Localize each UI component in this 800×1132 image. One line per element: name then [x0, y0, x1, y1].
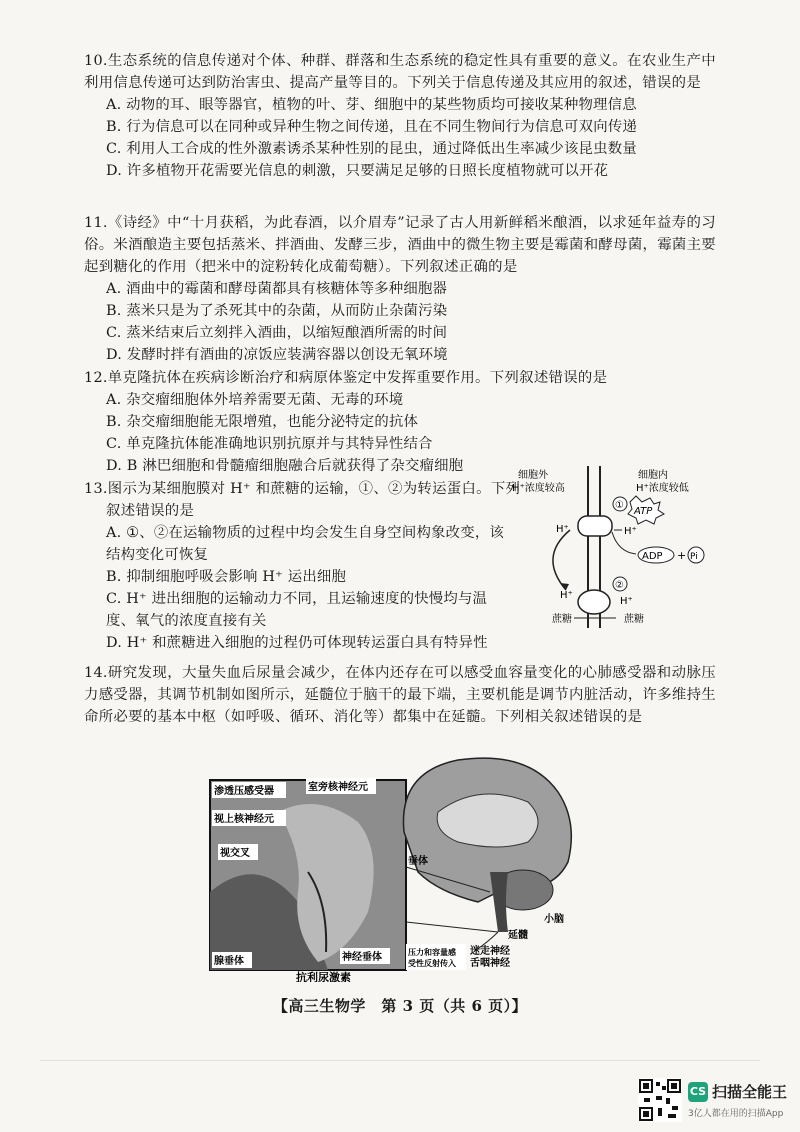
h-cycle-arrow [553, 530, 570, 590]
protein-1-shape [578, 516, 612, 536]
paraventricular-label: 室旁核神经元 [308, 782, 368, 793]
osmoreceptor-label: 渗透压感受器 [214, 786, 274, 797]
option-b: B. 蒸米只是为了杀死其中的杂菌，从而防止杂菌污染 [106, 303, 448, 319]
option-c: C. 单克隆抗体能准确地识别抗原并与其特异性结合 [106, 436, 433, 452]
plus-label: + [677, 549, 687, 562]
protein-1-label: ① [615, 500, 624, 511]
neurohypophysis-label: 神经垂体 [342, 952, 382, 963]
page-footer: 【高三生物学 第 3 页（共 6 页）】 [272, 997, 528, 1015]
adh-label: 抗利尿激素 [296, 971, 351, 982]
option-c: C. H⁺ 进出细胞的运输动力不同，且运输速度的快慢均与温 [106, 591, 488, 607]
h-plus-inside-label: H⁺ [624, 526, 637, 537]
option-d: D. H⁺ 和蔗糖进入细胞的过程仍可体现转运蛋白具有特异性 [106, 635, 488, 651]
supraoptic-label: 视上核神经元 [214, 814, 274, 825]
h-plus-outside-label: H⁺ [556, 524, 569, 535]
vagus-label: 迷走神经 [470, 946, 510, 957]
protein-2-label: ② [615, 580, 624, 591]
question-13 [84, 478, 524, 654]
scanner-tagline: 3亿人都在用的扫描App [688, 1109, 784, 1119]
option-a: A. 杂交瘤细胞体外培养需要无菌、无毒的环境 [106, 392, 404, 408]
question-stem: 14.研究发现，大量失血后尿量会减少，在体内还存在可以感受血容量变化的心肺感受器和动脉压力感受器，其调节机制如图所示，延髓位于脑干的最下端，主要机能是调节内脏活动，许多维持生命所必要的基本中枢（如呼吸、循环、消化等）都集中在延髓。下列相关叙述错误的是 [84, 665, 716, 725]
pi-label: Pi [690, 552, 698, 562]
option-c: C. 利用人工合成的性外激素诱杀某种性别的昆虫，通过降低出生率减少该昆虫数量 [106, 141, 637, 157]
question-stem: 11.《诗经》中“十月获稻，为此春酒，以介眉寿”记录了古人用新鲜稻米酿酒，以求延年益寿的习俗。米酒酿造主要包括蒸米、拌酒曲、发酵三步，酒曲中的微生物主要是霉菌和酵母菌，霉菌主要起到糖化的作用（把米中的淀粉转化成葡萄糖）。下列叙述正确的是 [84, 215, 716, 275]
cs-logo-icon: CS [688, 1082, 708, 1102]
membrane-transport-figure [508, 462, 728, 632]
link-medulla [406, 922, 498, 932]
divider [40, 1060, 760, 1061]
medulla-label: 延髓 [508, 930, 528, 941]
pressure-label-2: 受性反射传入 [408, 959, 456, 968]
question-14 [84, 662, 716, 728]
question-10 [84, 50, 716, 182]
question-stem: 10.生态系统的信息传递对个体、种群、群落和生态系统的稳定性具有重要的意义。在农业生产中利用信息传递可达到防治害虫、提高产量等目的。下列关于信息传递及其应用的叙述，错误的是 [84, 53, 716, 91]
adenohypophysis-label: 腺垂体 [214, 956, 244, 967]
qr-code-icon [638, 1078, 682, 1122]
brain-regulation-figure [208, 752, 576, 982]
pituitary-label: 垂体 [408, 856, 428, 867]
sucrose-out-label: 蔗糖 [552, 614, 572, 625]
protein-2-shape [578, 590, 610, 614]
option-b: B. 杂交瘤细胞能无限增殖，也能分泌特定的抗体 [106, 414, 419, 430]
brainstem-shape [490, 872, 508, 932]
option-a: A. ①、②在运输物质的过程中均会发生自身空间构象改变，该 [106, 525, 505, 541]
option-d: D. B 淋巴细胞和骨髓瘤细胞融合后就获得了杂交瘤细胞 [106, 458, 464, 474]
question-stem-line2: 叙述错误的是 [106, 503, 195, 519]
atp-label: ATP [634, 506, 653, 517]
adp-label: ADP [642, 551, 663, 562]
question-12 [84, 367, 716, 477]
outside-label-1: 细胞外 [518, 470, 548, 481]
option-d: D. 许多植物开花需要光信息的刺激，只要满足足够的日照长度植物就可以开花 [106, 163, 609, 179]
question-11 [84, 212, 716, 366]
pressure-label-1: 压力和容量感 [408, 948, 456, 957]
option-a: A. 动物的耳、眼等器官，植物的叶、芽、细胞中的某些物质均可接收某种物理信息 [106, 97, 637, 113]
outside-label-2: H⁺浓度较高 [512, 483, 565, 494]
option-a: A. 酒曲中的霉菌和酵母菌都具有核糖体等多种细胞器 [106, 281, 448, 297]
option-c: C. 蒸米结束后立刻拌入酒曲，以缩短酿酒所需的时间 [106, 325, 448, 341]
inside-label-1: 细胞内 [638, 470, 668, 481]
optic-chiasm-label: 视交叉 [220, 848, 250, 859]
sucrose-in-label: 蔗糖 [624, 614, 644, 625]
scanner-watermark [638, 1078, 798, 1124]
option-a-cont: 结构变化可恢复 [106, 547, 209, 563]
option-d: D. 发酵时拌有酒曲的凉饭应装满容器以创设无氧环境 [106, 347, 448, 363]
inside-label-2: H⁺浓度较低 [636, 483, 689, 494]
question-stem: 12.单克隆抗体在疾病诊断治疗和病原体鉴定中发挥重要作用。下列叙述错误的是 [84, 370, 608, 386]
option-c-cont: 度、氧气的浓度直接有关 [106, 613, 267, 629]
h-plus-in-2: H⁺ [620, 596, 633, 607]
cerebellum-label: 小脑 [544, 914, 564, 925]
question-stem-line1: 13.图示为某细胞膜对 H⁺ 和蔗糖的运输，①、②为转运蛋白。下列 [84, 481, 521, 497]
glossopharyngeal-label: 舌咽神经 [470, 958, 510, 969]
option-b: B. 行为信息可以在同种或异种生物之间传递，且在不同生物间行为信息可双向传递 [106, 119, 637, 135]
scanner-app-name: 扫描全能王 [712, 1083, 788, 1101]
h-plus-out-2: H⁺ [560, 590, 573, 601]
option-b: B. 抑制细胞呼吸会影响 H⁺ 运出细胞 [106, 569, 347, 585]
